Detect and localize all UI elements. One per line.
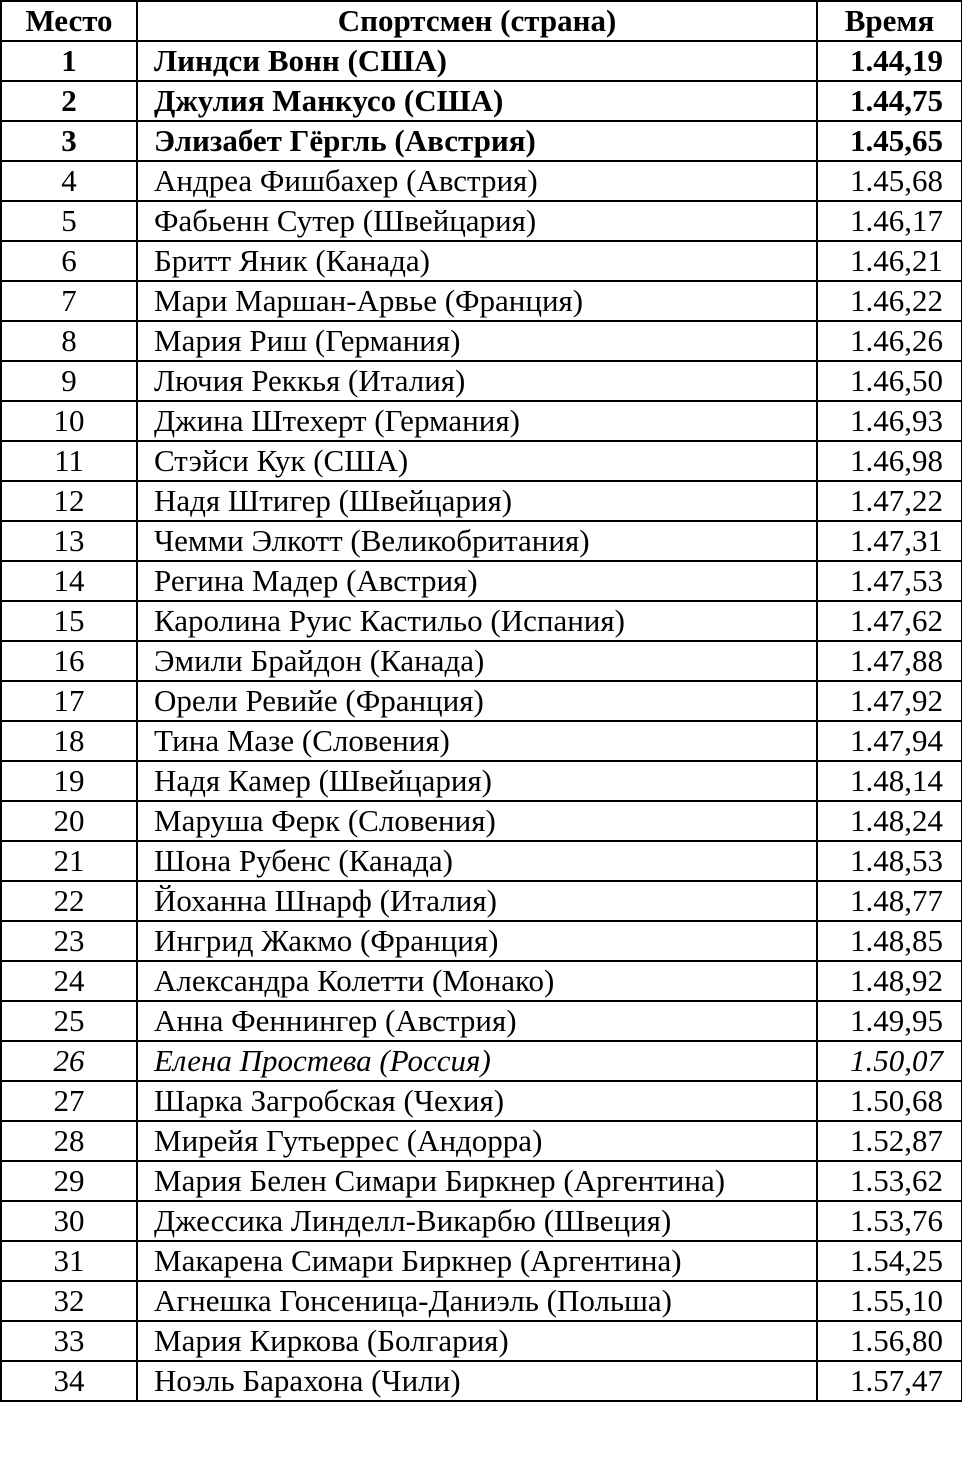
time-cell: 1.45,65 xyxy=(817,121,962,161)
place-cell: 5 xyxy=(1,201,137,241)
table-row xyxy=(1,801,962,841)
time-cell: 1.48,14 xyxy=(817,761,962,801)
time-cell: 1.47,94 xyxy=(817,721,962,761)
athlete-cell: Фабьенн Сутер (Швейцария) xyxy=(137,201,817,241)
table-row xyxy=(1,281,962,321)
table-row xyxy=(1,1321,962,1361)
table-row xyxy=(1,201,962,241)
time-cell: 1.48,92 xyxy=(817,961,962,1001)
place-cell: 6 xyxy=(1,241,137,281)
table-row xyxy=(1,1281,962,1321)
table-row xyxy=(1,641,962,681)
table-row xyxy=(1,401,962,441)
table-row xyxy=(1,121,962,161)
time-cell: 1.46,50 xyxy=(817,361,962,401)
time-cell: 1.50,07 xyxy=(817,1041,962,1081)
athlete-cell: Мария Киркова (Болгария) xyxy=(137,1321,817,1361)
athlete-cell: Лючия Реккья (Италия) xyxy=(137,361,817,401)
place-cell: 1 xyxy=(1,41,137,81)
time-cell: 1.52,87 xyxy=(817,1121,962,1161)
time-cell: 1.46,98 xyxy=(817,441,962,481)
place-cell: 25 xyxy=(1,1001,137,1041)
athlete-cell: Шарка Загробская (Чехия) xyxy=(137,1081,817,1121)
place-cell: 20 xyxy=(1,801,137,841)
athlete-cell: Макарена Симари Биркнер (Аргентина) xyxy=(137,1241,817,1281)
place-cell: 9 xyxy=(1,361,137,401)
time-cell: 1.47,31 xyxy=(817,521,962,561)
time-cell: 1.44,19 xyxy=(817,41,962,81)
place-cell: 32 xyxy=(1,1281,137,1321)
time-cell: 1.44,75 xyxy=(817,81,962,121)
athlete-cell: Джессика Линделл-Викарбю (Швеция) xyxy=(137,1201,817,1241)
athlete-cell: Регина Мадер (Австрия) xyxy=(137,561,817,601)
place-cell: 11 xyxy=(1,441,137,481)
athlete-cell: Мирейя Гутьеррес (Андорра) xyxy=(137,1121,817,1161)
table-row xyxy=(1,321,962,361)
time-cell: 1.46,22 xyxy=(817,281,962,321)
athlete-cell: Надя Штигер (Швейцария) xyxy=(137,481,817,521)
athlete-cell: Надя Камер (Швейцария) xyxy=(137,761,817,801)
athlete-cell: Чемми Элкотт (Великобритания) xyxy=(137,521,817,561)
time-cell: 1.47,88 xyxy=(817,641,962,681)
time-cell: 1.54,25 xyxy=(817,1241,962,1281)
place-cell: 30 xyxy=(1,1201,137,1241)
table-row xyxy=(1,241,962,281)
place-cell: 31 xyxy=(1,1241,137,1281)
time-cell: 1.46,93 xyxy=(817,401,962,441)
athlete-cell: Линдси Вонн (США) xyxy=(137,41,817,81)
athlete-cell: Эмили Брайдон (Канада) xyxy=(137,641,817,681)
time-cell: 1.56,80 xyxy=(817,1321,962,1361)
table-row xyxy=(1,721,962,761)
time-cell: 1.48,77 xyxy=(817,881,962,921)
table-row xyxy=(1,841,962,881)
header-athlete: Спортсмен (страна) xyxy=(137,1,817,41)
time-cell: 1.53,62 xyxy=(817,1161,962,1201)
place-cell: 33 xyxy=(1,1321,137,1361)
time-cell: 1.47,22 xyxy=(817,481,962,521)
place-cell: 34 xyxy=(1,1361,137,1401)
time-cell: 1.57,47 xyxy=(817,1361,962,1401)
place-cell: 19 xyxy=(1,761,137,801)
place-cell: 17 xyxy=(1,681,137,721)
table-row xyxy=(1,521,962,561)
time-cell: 1.48,85 xyxy=(817,921,962,961)
time-cell: 1.53,76 xyxy=(817,1201,962,1241)
time-cell: 1.47,62 xyxy=(817,601,962,641)
table-row xyxy=(1,1041,962,1081)
table-row xyxy=(1,681,962,721)
athlete-cell: Мария Риш (Германия) xyxy=(137,321,817,361)
table-row xyxy=(1,601,962,641)
time-cell: 1.49,95 xyxy=(817,1001,962,1041)
place-cell: 16 xyxy=(1,641,137,681)
place-cell: 23 xyxy=(1,921,137,961)
table-row xyxy=(1,361,962,401)
time-cell: 1.46,21 xyxy=(817,241,962,281)
table-row xyxy=(1,881,962,921)
athlete-cell: Ноэль Барахона (Чили) xyxy=(137,1361,817,1401)
place-cell: 13 xyxy=(1,521,137,561)
time-cell: 1.48,53 xyxy=(817,841,962,881)
place-cell: 7 xyxy=(1,281,137,321)
athlete-cell: Джина Штехерт (Германия) xyxy=(137,401,817,441)
place-cell: 2 xyxy=(1,81,137,121)
place-cell: 18 xyxy=(1,721,137,761)
place-cell: 22 xyxy=(1,881,137,921)
athlete-cell: Йоханна Шнарф (Италия) xyxy=(137,881,817,921)
time-cell: 1.47,92 xyxy=(817,681,962,721)
table-row xyxy=(1,1001,962,1041)
place-cell: 24 xyxy=(1,961,137,1001)
table-row xyxy=(1,961,962,1001)
time-cell: 1.46,17 xyxy=(817,201,962,241)
athlete-cell: Агнешка Гонсеница-Даниэль (Польша) xyxy=(137,1281,817,1321)
place-cell: 4 xyxy=(1,161,137,201)
table-row xyxy=(1,1241,962,1281)
athlete-cell: Элизабет Гёргль (Австрия) xyxy=(137,121,817,161)
athlete-cell: Ингрид Жакмо (Франция) xyxy=(137,921,817,961)
place-cell: 29 xyxy=(1,1161,137,1201)
time-cell: 1.46,26 xyxy=(817,321,962,361)
place-cell: 15 xyxy=(1,601,137,641)
athlete-cell: Мария Белен Симари Биркнер (Аргентина) xyxy=(137,1161,817,1201)
place-cell: 3 xyxy=(1,121,137,161)
time-cell: 1.55,10 xyxy=(817,1281,962,1321)
place-cell: 10 xyxy=(1,401,137,441)
time-cell: 1.48,24 xyxy=(817,801,962,841)
table-row xyxy=(1,481,962,521)
table-row xyxy=(1,441,962,481)
table-row xyxy=(1,1201,962,1241)
time-cell: 1.50,68 xyxy=(817,1081,962,1121)
table-row xyxy=(1,81,962,121)
athlete-cell: Александра Колетти (Монако) xyxy=(137,961,817,1001)
place-cell: 8 xyxy=(1,321,137,361)
place-cell: 14 xyxy=(1,561,137,601)
table-row xyxy=(1,1121,962,1161)
athlete-cell: Орели Ревийе (Франция) xyxy=(137,681,817,721)
table-row xyxy=(1,921,962,961)
time-cell: 1.45,68 xyxy=(817,161,962,201)
table-row xyxy=(1,161,962,201)
athlete-cell: Маруша Ферк (Словения) xyxy=(137,801,817,841)
table-row xyxy=(1,561,962,601)
place-cell: 28 xyxy=(1,1121,137,1161)
table-row xyxy=(1,1161,962,1201)
table-row xyxy=(1,1081,962,1121)
place-cell: 27 xyxy=(1,1081,137,1121)
athlete-cell: Андреа Фишбахер (Австрия) xyxy=(137,161,817,201)
athlete-cell: Шона Рубенс (Канада) xyxy=(137,841,817,881)
time-cell: 1.47,53 xyxy=(817,561,962,601)
table-row xyxy=(1,761,962,801)
header-time: Время xyxy=(817,1,962,41)
athlete-cell: Бритт Яник (Канада) xyxy=(137,241,817,281)
place-cell: 21 xyxy=(1,841,137,881)
place-cell: 26 xyxy=(1,1041,137,1081)
athlete-cell: Тина Мазе (Словения) xyxy=(137,721,817,761)
table-row xyxy=(1,41,962,81)
table-row xyxy=(1,1361,962,1401)
athlete-cell: Джулия Манкусо (США) xyxy=(137,81,817,121)
athlete-cell: Анна Феннингер (Австрия) xyxy=(137,1001,817,1041)
results-body xyxy=(1,41,962,1401)
place-cell: 12 xyxy=(1,481,137,521)
athlete-cell: Каролина Руис Кастильо (Испания) xyxy=(137,601,817,641)
athlete-cell: Елена Простева (Россия) xyxy=(137,1041,817,1081)
athlete-cell: Стэйси Кук (США) xyxy=(137,441,817,481)
athlete-cell: Мари Маршан-Арвье (Франция) xyxy=(137,281,817,321)
header-place: Место xyxy=(1,1,137,41)
header-row xyxy=(1,1,962,41)
